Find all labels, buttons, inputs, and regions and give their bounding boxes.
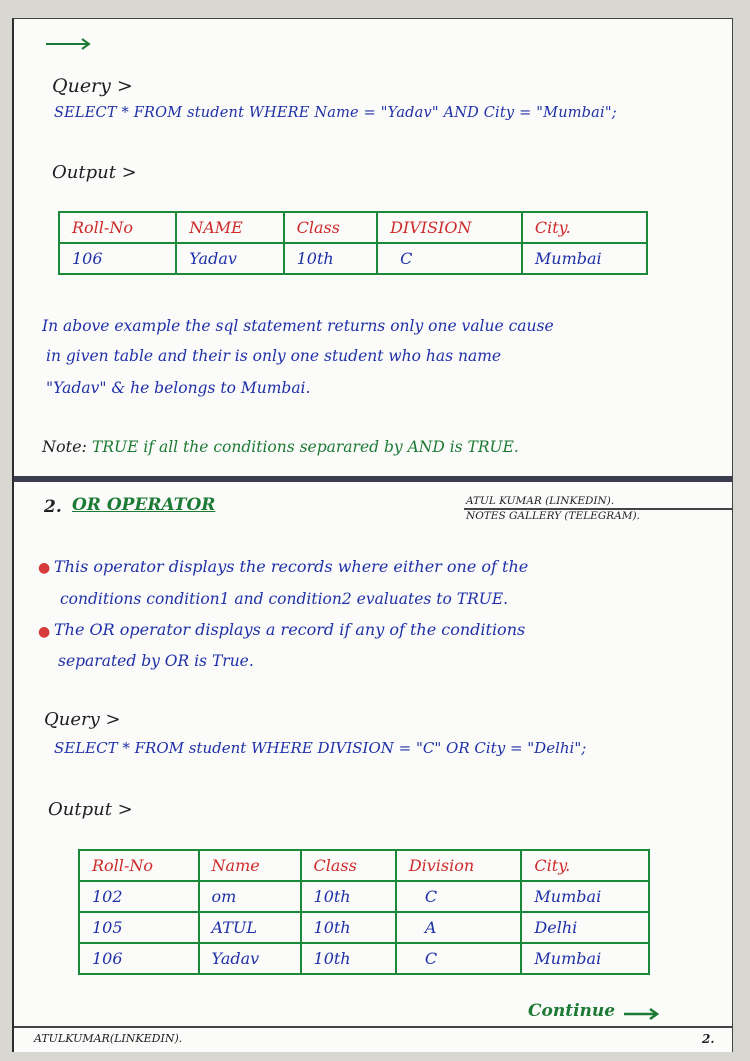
table-cell: 10th: [301, 912, 396, 943]
bullet-line: The OR operator displays a record if any of the conditions: [54, 620, 526, 639]
table-row: [79, 881, 649, 912]
page-number: 2.: [702, 1032, 715, 1046]
header-cell: City.: [521, 850, 649, 881]
section-title: OR OPERATOR: [72, 495, 216, 515]
table-cell: om: [199, 881, 301, 912]
table-cell: Yadav: [176, 243, 283, 274]
table-cell: Yadav: [199, 943, 301, 974]
result-table: [78, 849, 650, 975]
table-row: [79, 912, 649, 943]
note: [42, 437, 519, 456]
query-label: Query >: [52, 75, 133, 97]
header-cell: Division: [396, 850, 522, 881]
note-text: TRUE if all the conditions separared by AND is TRUE.: [92, 438, 519, 456]
notebook-page: [12, 18, 733, 1052]
footer-author: ATULKUMAR(LINKEDIN).: [34, 1032, 183, 1045]
table-cell: A: [396, 912, 522, 943]
table-cell: 10th: [301, 881, 396, 912]
result-table: [58, 211, 648, 275]
table-cell: Mumbai: [522, 243, 647, 274]
header-cell: Class: [301, 850, 396, 881]
table-cell: Mumbai: [521, 881, 649, 912]
header-cell: Class: [284, 212, 377, 243]
table-cell: 106: [59, 243, 176, 274]
explanation-line: in given table and their is only one student who has name: [46, 347, 502, 365]
query-sql: SELECT * FROM student WHERE Name = "Yadav" AND City = "Mumbai";: [54, 105, 617, 121]
header-cell: NAME: [176, 212, 283, 243]
table-cell: 106: [79, 943, 199, 974]
section-divider: [14, 476, 732, 482]
table-cell: 10th: [301, 943, 396, 974]
continue-label: Continue: [528, 1001, 616, 1021]
query-sql: SELECT * FROM student WHERE DIVISION = "C" OR City = "Delhi";: [54, 739, 587, 757]
arrow-right-icon: [44, 37, 94, 51]
header-cell: City.: [522, 212, 647, 243]
arrow-right-icon: [622, 1007, 662, 1021]
bullet-line: separated by OR is True.: [58, 652, 254, 670]
table-cell: Mumbai: [521, 943, 649, 974]
bullet-line: This operator displays the records where either one of the: [54, 557, 529, 576]
table-row: [59, 243, 647, 274]
credit-telegram: NOTES GALLERY (TELEGRAM).: [466, 510, 640, 522]
explanation-line: "Yadav" & he belongs to Mumbai.: [46, 379, 311, 397]
table-cell: Delhi: [521, 912, 649, 943]
header-cell: Roll-No: [79, 850, 199, 881]
bullet-line: conditions condition1 and condition2 evaluates to TRUE.: [60, 590, 509, 608]
table-header-row: [59, 212, 647, 243]
header-cell: DIVISION: [377, 212, 522, 243]
note-label: Note:: [42, 437, 87, 456]
section-number: 2.: [44, 497, 62, 517]
table-cell: 102: [79, 881, 199, 912]
table-cell: 10th: [284, 243, 377, 274]
footer-rule: [14, 1026, 732, 1028]
table-cell: C: [396, 881, 522, 912]
header-cell: Name: [199, 850, 301, 881]
header-cell: Roll-No: [59, 212, 176, 243]
table-cell: C: [396, 943, 522, 974]
output-label: Output >: [48, 799, 133, 820]
credit-linkedin: ATUL KUMAR (LINKEDIN).: [466, 495, 615, 507]
table-cell: ATUL: [199, 912, 301, 943]
table-row: [79, 943, 649, 974]
bullet-dot: ●: [38, 560, 51, 576]
output-label: Output >: [52, 162, 137, 183]
table-cell: 105: [79, 912, 199, 943]
bullet-dot: ●: [38, 624, 51, 640]
query-label: Query >: [44, 709, 121, 730]
explanation-line: In above example the sql statement returns only one value cause: [42, 317, 554, 335]
table-cell: C: [377, 243, 522, 274]
table-header-row: [79, 850, 649, 881]
